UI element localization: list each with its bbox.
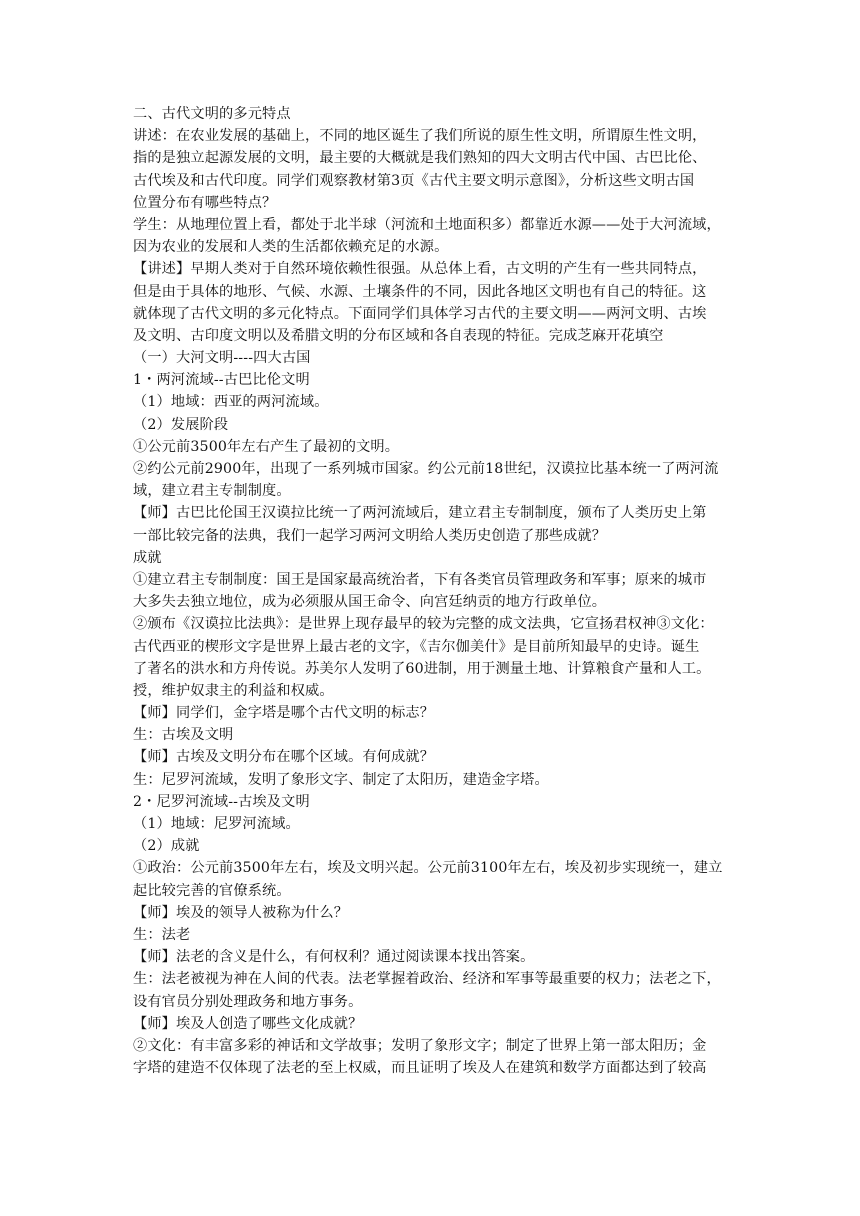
text-line: 生：尼罗河流域，发明了象形文字、制定了太阳历，建造金字塔。: [133, 771, 549, 788]
text-line: ②约公元前2900年，出现了一系列城市国家。约公元前18世纪，汉谟拉比基本统一了两河流: [133, 461, 719, 477]
text-line: 位置分布有哪些特点？: [133, 194, 277, 211]
text-line: 【师】古埃及文明分布在哪个区域。有何成就？: [133, 749, 435, 766]
text-line: 授，维护奴隶主的利益和权威。: [133, 682, 334, 699]
text-line: 生：古埃及文明: [133, 727, 234, 744]
text-line: 字塔的建造不仅体现了法老的至上权威，而且证明了埃及人在建筑和数学方面都达到了较高: [133, 1060, 707, 1077]
text-line: 【师】古巴比伦国王汉谟拉比统一了两河流域后，建立君主专制制度，颁布了人类历史上第: [133, 505, 707, 522]
text-line: 讲述：在农业发展的基础上，不同的地区诞生了我们所说的原生性文明，所谓原生性文明，: [133, 128, 707, 145]
text-line: ②文化：有丰富多彩的神话和文学故事；发明了象形文字；制定了世界上第一部太阳历；金: [133, 1037, 707, 1054]
text-line: （1）地域：西亚的两河流域。: [133, 394, 329, 411]
text-line: 2・尼罗河流域--古埃及文明: [133, 793, 310, 810]
text-line: 成就: [133, 549, 162, 566]
text-line: ①建立君主专制制度：国王是国家最高统治者，下有各类官员管理政务和军事；原来的城市: [133, 571, 707, 588]
text-line: 因为农业的发展和人类的生活都依赖充足的水源。: [133, 239, 449, 256]
text-line: ②颁布《汉谟拉比法典》：是世界上现存最早的较为完整的成文法典，它宣扬君权神③文化：: [133, 616, 714, 633]
document-page: [133, 103, 739, 1079]
text-line: 及文明、古印度文明以及希腊文明的分布区域和各自表现的特征。完成芝麻开花填空: [133, 327, 664, 344]
text-line: 生：法老被视为神在人间的代表。法老掌握着政治、经济和军事等最重要的权力；法老之下，: [133, 971, 721, 988]
text-line: 【师】埃及的领导人被称为什么？: [133, 904, 349, 921]
text-line: 【师】埃及人创造了哪些文化成就？: [133, 1015, 363, 1032]
text-line: 1・两河流域--古巴比伦文明: [133, 372, 310, 389]
text-line: 但是由于具体的地形、气候、水源、土壤条件的不同，因此各地区文明也有自己的特征。这: [133, 283, 707, 300]
text-line: （2）成就: [133, 838, 200, 855]
text-line: ①公元前3500年左右产生了最初的文明。: [133, 438, 400, 455]
text-line: 了著名的洪水和方舟传说。苏美尔人发明了60进制，用于测量土地、计算粮食产量和人工。: [133, 660, 711, 677]
text-line: 生：法老: [133, 926, 191, 943]
text-line: 设有官员分别处理政务和地方事务。: [133, 993, 363, 1010]
text-line: ①政治：公元前3500年左右，埃及文明兴起。公元前3100年左右，埃及初步实现统一，建立: [133, 860, 723, 877]
text-line: （1）地域：尼罗河流域。: [133, 816, 300, 832]
text-line: 【师】同学们，金字塔是哪个古代文明的标志？: [133, 705, 435, 722]
text-line: 【师】法老的含义是什么，有何权利？通过阅读课本找出答案。: [133, 949, 535, 966]
text-line: 古代西亚的楔形文字是世界上最古老的文字，《吉尔伽美什》是目前所知最早的史诗。诞生: [133, 638, 700, 655]
text-line: 【讲述】早期人类对于自然环境依赖性很强。从总体上看，古文明的产生有一些共同特点，: [133, 261, 707, 278]
text-line: 古代埃及和古代印度。同学们观察教材第3页《古代主要文明示意图》，分析这些文明古国: [133, 172, 695, 189]
text-line: 指的是独立起源发展的文明，最主要的大概就是我们熟知的四大文明古代中国、古巴比伦、: [133, 150, 707, 167]
text-line: （一）大河文明----四大古国: [133, 350, 311, 367]
text-line: 大多失去独立地位，成为必须服从国王命令、向宫廷纳贡的地方行政单位。: [133, 594, 607, 611]
text-line: 域，建立君主专制制度。: [133, 483, 291, 500]
text-line: （2）发展阶段: [133, 416, 229, 433]
text-line: 就体现了古代文明的多元化特点。下面同学们具体学习古代的主要文明——两河文明、古埃: [133, 305, 707, 322]
text-line: 学生：从地理位置上看，都处于北半球（河流和土地面积多）都靠近水源——处于大河流域，: [133, 216, 721, 233]
text-line: 一部比较完备的法典，我们一起学习两河文明给人类历史创造了那些成就？: [133, 527, 607, 544]
text-line: 二、古代文明的多元特点: [133, 106, 291, 122]
text-line: 起比较完善的官僚系统。: [133, 882, 291, 899]
